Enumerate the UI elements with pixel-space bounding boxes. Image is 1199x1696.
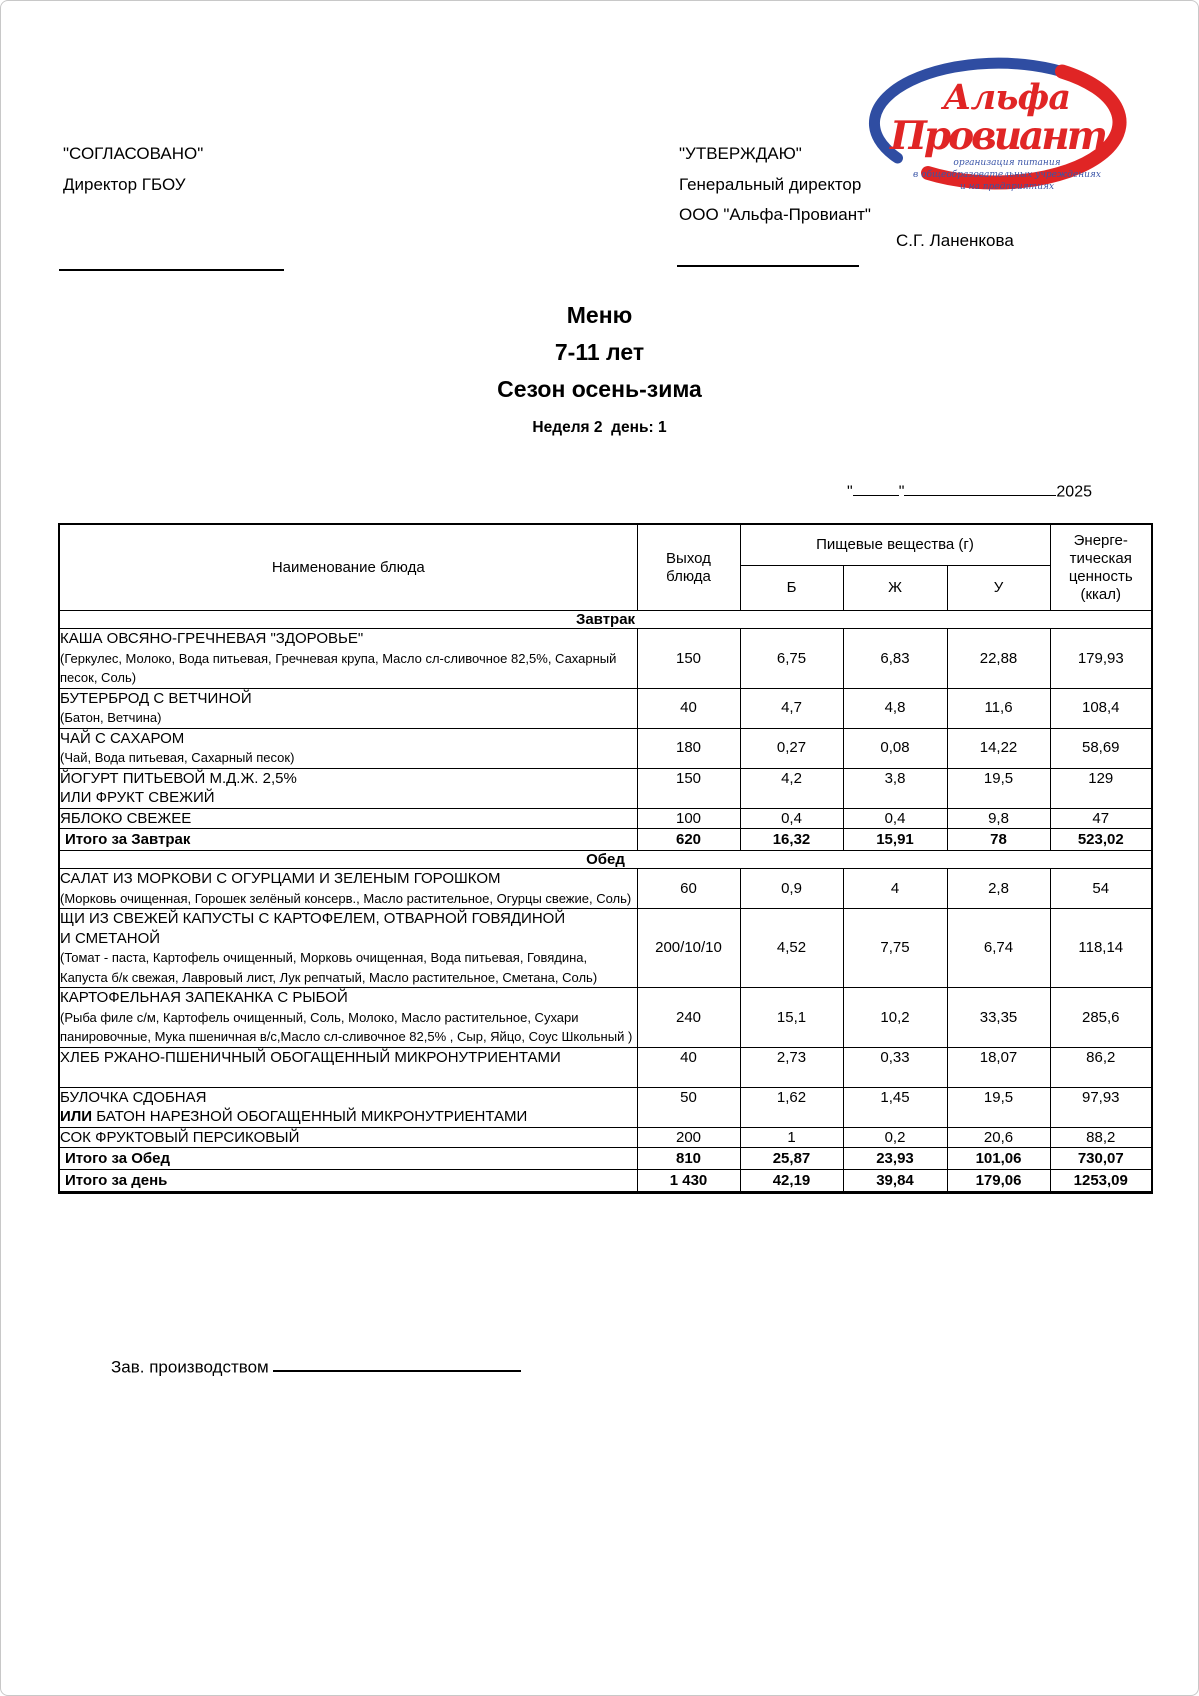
menu-title-block [1, 297, 1198, 408]
date-line [847, 479, 1092, 501]
dish-ingredients: (Морковь очищенная, Горошек зелёный консерв., Масло растительное, Огурцы свежие, Соль) [60, 890, 632, 906]
dish-value: 6,75 [740, 629, 843, 689]
logo-title-2: Провиант [890, 113, 1108, 159]
approved-label: "УТВЕРЖДАЮ" [679, 144, 802, 163]
dish-value: 0,2 [843, 1127, 947, 1148]
dish-ingredients: (Томат - паста, Картофель очищенный, Морковь очищенная, Вода питьевая, Говядина, Капуста б/к свежая, Лавровый лист, Лук репчатый, Масло растительное, Сметана, Соль) [60, 950, 598, 985]
approved-company: ООО "Альфа-Провиант" [679, 205, 871, 224]
dish-title-line: ЧАЙ С САХАРОМ [60, 729, 185, 747]
dish-value: 86,2 [1050, 1047, 1152, 1087]
col-header-output-line1: Выход [666, 549, 711, 567]
col-header-protein: Б [740, 566, 843, 611]
dish-name-cell [59, 1047, 637, 1087]
col-header-energy-line2: тическая [1069, 549, 1132, 567]
dish-value: 58,69 [1050, 728, 1152, 768]
total-value: 23,93 [843, 1148, 947, 1170]
total-value: 15,91 [843, 829, 947, 851]
dish-row [59, 728, 1152, 768]
dish-ingredients: (Рыба филе с/м, Картофель очищенный, Соль, Молоко, Масло растительное, Сухари панировочные, Мука пшеничная в/с,Масло сл-сливочное 82,5% , Сыр, Яйцо, Соус Школьный ) [60, 1009, 633, 1044]
total-value: 179,06 [947, 1170, 1050, 1193]
dish-value: 150 [637, 629, 740, 689]
dish-name-cell [59, 988, 637, 1048]
dish-name-cell [59, 629, 637, 689]
dish-name-cell [59, 688, 637, 728]
production-manager-line [111, 1353, 521, 1377]
dish-value: 118,14 [1050, 909, 1152, 988]
dish-value: 6,83 [843, 629, 947, 689]
dish-row [59, 909, 1152, 988]
dish-value: 0,4 [740, 808, 843, 829]
total-value: 101,06 [947, 1148, 1050, 1170]
total-label: Итого за Обед [59, 1148, 637, 1170]
dish-ingredients [60, 1067, 637, 1087]
dish-title-line: КАРТОФЕЛЬНАЯ ЗАПЕКАНКА С РЫБОЙ [60, 989, 348, 1006]
col-header-output-line2: блюда [666, 567, 711, 585]
dish-value: 18,07 [947, 1047, 1050, 1087]
dish-title-line: ХЛЕБ РЖАНО-ПШЕНИЧНЫЙ ОБОГАЩЕННЫЙ МИКРОНУТРИЕНТАМИ [60, 1048, 561, 1066]
dish-value: 2,8 [947, 869, 1050, 909]
total-value: 42,19 [740, 1170, 843, 1193]
alfa-proviant-logo [867, 55, 1133, 201]
dish-value: 19,5 [947, 1087, 1050, 1127]
dish-value: 150 [637, 768, 740, 808]
dish-value: 0,4 [843, 808, 947, 829]
col-header-energy [1050, 524, 1152, 611]
dish-value: 180 [637, 728, 740, 768]
total-label: Итого за день [59, 1170, 637, 1193]
section-total-row [59, 1148, 1152, 1170]
dish-ingredients: (Геркулес, Молоко, Вода питьевая, Гречневая крупа, Масло сл-сливочное 82,5%, Сахарный песок, Соль) [60, 650, 617, 685]
dish-value: 19,5 [947, 768, 1050, 808]
dish-value: 129 [1050, 768, 1152, 808]
dish-value: 240 [637, 988, 740, 1048]
dish-title-line: И СМЕТАНОЙ [60, 929, 161, 947]
dish-row [59, 688, 1152, 728]
dish-value: 47 [1050, 808, 1152, 829]
col-header-energy-line1: Энерге- [1073, 531, 1128, 549]
dish-name-cell [59, 1127, 637, 1148]
dish-value: 4,52 [740, 909, 843, 988]
dish-name-cell [59, 768, 637, 808]
logo-sub-1: организация питания [953, 158, 1061, 168]
dish-ingredients: (Чай, Вода питьевая, Сахарный песок) [60, 750, 295, 765]
date-day-blank [853, 479, 899, 496]
logo-sub-2: в общеобразовательных учреждениях [913, 170, 1101, 180]
dish-title-line: СОК ФРУКТОВЫЙ ПЕРСИКОВЫЙ [60, 1128, 300, 1146]
date-open-quote: " [847, 483, 853, 501]
menu-table-wrap [58, 523, 1151, 1194]
dish-value: 3,8 [843, 768, 947, 808]
date-year: 2025 [1056, 483, 1092, 501]
col-header-carbs: У [947, 566, 1050, 611]
total-value: 730,07 [1050, 1148, 1152, 1170]
dish-ingredients: (Батон, Ветчина) [60, 710, 162, 725]
date-month-blank [904, 479, 1056, 496]
total-value: 1253,09 [1050, 1170, 1152, 1193]
dish-value: 0,9 [740, 869, 843, 909]
menu-season: Сезон осень-зима [497, 376, 702, 402]
dish-value: 0,33 [843, 1047, 947, 1087]
dish-row [59, 808, 1152, 829]
dish-value: 11,6 [947, 688, 1050, 728]
dish-row [59, 629, 1152, 689]
menu-table [58, 523, 1153, 1194]
dish-value: 20,6 [947, 1127, 1050, 1148]
date-close-quote: " [898, 483, 905, 501]
total-value: 620 [637, 829, 740, 851]
dish-value: 97,93 [1050, 1087, 1152, 1127]
dish-name-cell [59, 1087, 637, 1127]
logo-sub-3: и на предприятиях [959, 182, 1055, 192]
dish-value: 108,4 [1050, 688, 1152, 728]
total-value: 523,02 [1050, 829, 1152, 851]
dish-value: 1 [740, 1127, 843, 1148]
dish-name-cell [59, 909, 637, 988]
dish-title-line: ЩИ ИЗ СВЕЖЕЙ КАПУСТЫ С КАРТОФЕЛЕМ, ОТВАРНОЙ ГОВЯДИНОЙ [60, 910, 566, 927]
signer-name: С.Г. Ланенкова [896, 231, 1014, 250]
menu-age-group: 7-11 лет [554, 339, 645, 365]
dish-title-line: ИЛИ ФРУКТ СВЕЖИЙ [60, 789, 215, 806]
week-day-label: Неделя 2 день: 1 [532, 419, 667, 436]
approved-role: Генеральный директор [679, 175, 862, 194]
grand-total-row [59, 1170, 1152, 1193]
col-header-dish-name: Наименование блюда [59, 524, 637, 611]
dish-value: 0,08 [843, 728, 947, 768]
dish-title-bold-prefix: ИЛИ [60, 1108, 93, 1125]
meal-section-row [59, 611, 1152, 629]
dish-title-line: БУТЕРБРОД С ВЕТЧИНОЙ [60, 689, 252, 707]
dish-title-line: ЙОГУРТ ПИТЬЕВОЙ М.Д.Ж. 2,5% [60, 769, 297, 787]
dish-value: 4,2 [740, 768, 843, 808]
dish-title-line: ИЛИ БАТОН НАРЕЗНОЙ ОБОГАЩЕННЫЙ МИКРОНУТРИЕНТАМИ [60, 1108, 528, 1125]
dish-row [59, 988, 1152, 1048]
total-label: Итого за Завтрак [59, 829, 637, 851]
dish-value: 50 [637, 1087, 740, 1127]
dish-value: 6,74 [947, 909, 1050, 988]
total-value: 78 [947, 829, 1050, 851]
dish-row [59, 1087, 1152, 1127]
dish-value: 14,22 [947, 728, 1050, 768]
dish-value: 4,8 [843, 688, 947, 728]
dish-value: 4 [843, 869, 947, 909]
dish-value: 88,2 [1050, 1127, 1152, 1148]
dish-row [59, 768, 1152, 808]
dish-name-cell [59, 808, 637, 829]
dish-name-cell [59, 869, 637, 909]
dish-value: 33,35 [947, 988, 1050, 1048]
dish-value: 200 [637, 1127, 740, 1148]
col-header-nutrients: Пищевые вещества (г) [740, 524, 1050, 566]
dish-title-line: ЯБЛОКО СВЕЖЕЕ [60, 809, 192, 827]
meal-section-title: Завтрак [59, 611, 1152, 629]
dish-title-line: САЛАТ ИЗ МОРКОВИ С ОГУРЦАМИ И ЗЕЛЕНЫМ ГОРОШКОМ [60, 870, 501, 887]
dish-value: 1,62 [740, 1087, 843, 1127]
dish-value: 2,73 [740, 1047, 843, 1087]
production-manager-label: Зав. производством [111, 1357, 269, 1377]
dish-value: 1,45 [843, 1087, 947, 1127]
right-signature-line [677, 265, 859, 267]
col-header-energy-line3: ценность [1068, 567, 1133, 585]
dish-value: 60 [637, 869, 740, 909]
dish-row [59, 1047, 1152, 1087]
dish-name-cell [59, 728, 637, 768]
dish-value: 40 [637, 688, 740, 728]
dish-title-line: КАША ОВСЯНО-ГРЕЧНЕВАЯ "ЗДОРОВЬЕ" [60, 630, 364, 647]
dish-value: 54 [1050, 869, 1152, 909]
total-value: 810 [637, 1148, 740, 1170]
total-value: 25,87 [740, 1148, 843, 1170]
total-value: 16,32 [740, 829, 843, 851]
menu-title: Меню [566, 302, 633, 328]
dish-value: 15,1 [740, 988, 843, 1048]
menu-table-body [59, 611, 1152, 1193]
dish-value: 100 [637, 808, 740, 829]
logo-title-1: Альфа [943, 77, 1071, 118]
dish-value: 285,6 [1050, 988, 1152, 1048]
production-manager-blank [273, 1353, 521, 1372]
dish-value: 179,93 [1050, 629, 1152, 689]
total-value: 39,84 [843, 1170, 947, 1193]
left-signature-line [59, 269, 284, 271]
dish-value: 200/10/10 [637, 909, 740, 988]
col-header-output [637, 524, 740, 611]
total-value: 1 430 [637, 1170, 740, 1193]
section-total-row [59, 829, 1152, 851]
meal-section-title: Обед [59, 851, 1152, 869]
meal-section-row [59, 851, 1152, 869]
col-header-fat: Ж [843, 566, 947, 611]
agreed-label: "СОГЛАСОВАНО" [63, 144, 204, 163]
dish-value: 7,75 [843, 909, 947, 988]
dish-value: 4,7 [740, 688, 843, 728]
dish-value: 40 [637, 1047, 740, 1087]
dish-row [59, 1127, 1152, 1148]
agreed-role: Директор ГБОУ [63, 175, 186, 194]
dish-value: 0,27 [740, 728, 843, 768]
col-header-energy-line4: (ккал) [1080, 585, 1122, 603]
dish-title-line: БУЛОЧКА СДОБНАЯ [60, 1088, 207, 1106]
dish-value: 9,8 [947, 808, 1050, 829]
dish-value: 22,88 [947, 629, 1050, 689]
dish-value: 10,2 [843, 988, 947, 1048]
dish-row [59, 869, 1152, 909]
